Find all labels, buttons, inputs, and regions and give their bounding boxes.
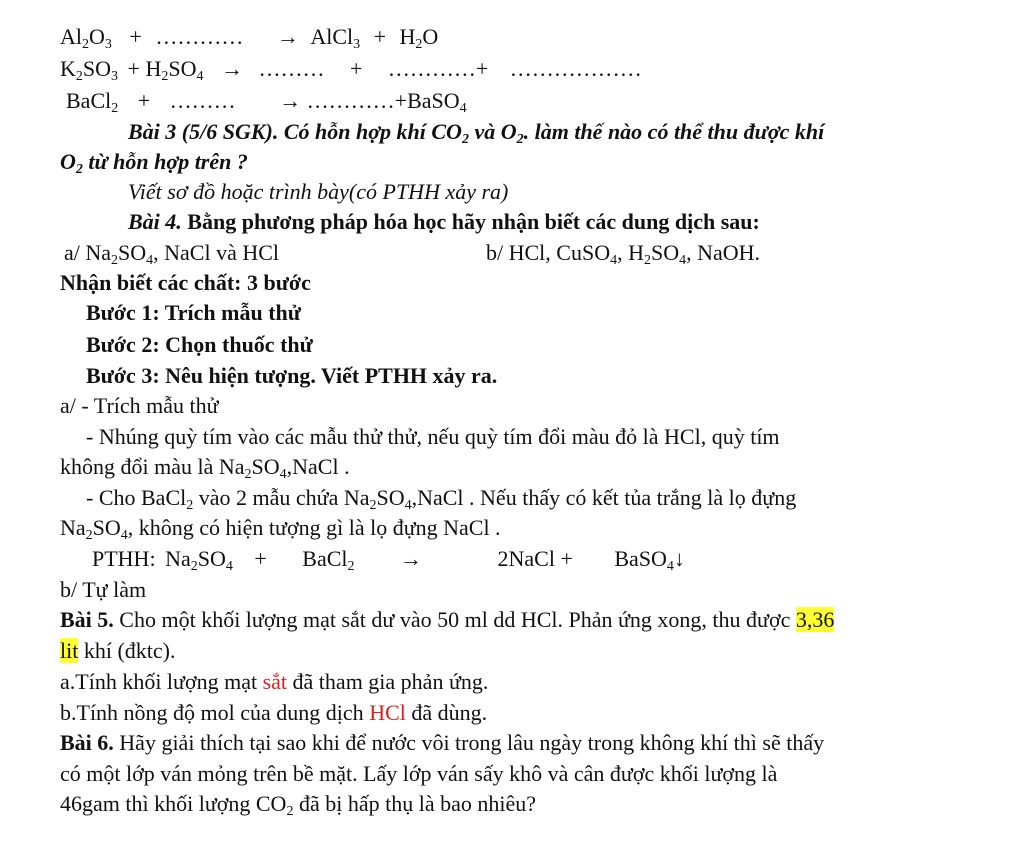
subscript: 4 [679, 253, 687, 268]
formula: BaCl [302, 546, 348, 571]
pthh-equation [92, 544, 685, 574]
formula: Al [60, 24, 82, 49]
text: a/ Na [64, 240, 112, 265]
equation-3 [66, 86, 467, 116]
subscript: 2 [347, 559, 355, 574]
bai6-line-2: có một lớp ván mỏng trên bề mặt. Lấy lớp ván sấy khô và cân được khối lượng là [60, 761, 778, 786]
subscript: 4 [666, 559, 674, 574]
subscript: 2 [516, 132, 524, 147]
text: , H [617, 240, 644, 265]
text: SO [376, 485, 405, 510]
subscript: 2 [286, 804, 294, 819]
bai5-part-a [60, 667, 488, 697]
subscript: 2 [369, 498, 377, 513]
bai3-title [128, 117, 824, 147]
step-2: Bước 2: Chọn thuốc thử [86, 332, 313, 357]
blank: ……… [169, 88, 236, 113]
arrow: → [220, 56, 243, 81]
formula: 2NaCl + [497, 546, 573, 571]
text: - Cho BaCl [86, 485, 187, 510]
text: , NaOH. [686, 240, 761, 265]
subscript: 2 [82, 37, 89, 52]
solution-a-line-1: a/ - Trích mẫu thử [60, 393, 219, 418]
subscript: 4 [610, 253, 618, 268]
formula: H [399, 24, 416, 49]
text: Bài 3 (5/6 SGK). Có hỗn hợp khí CO [128, 119, 462, 144]
subscript: 4 [120, 528, 128, 543]
formula: O [422, 24, 439, 49]
formula: Na [165, 546, 191, 571]
text: từ hỗn hợp trên ? [82, 149, 248, 174]
text: Na [60, 515, 86, 540]
plus-sign: + [137, 88, 151, 113]
arrow: → [400, 546, 422, 571]
highlighted-unit: lit [60, 638, 79, 663]
text: ,NaCl . Nếu thấy có kết tủa trắng là lọ đựng [411, 485, 797, 510]
subscript: 4 [196, 69, 204, 84]
blank: ………… [155, 24, 244, 49]
subscript: 2 [85, 528, 93, 543]
text: b/ HCl, CuSO [486, 240, 611, 265]
arrow: → [276, 24, 299, 49]
arrow: → [279, 88, 302, 113]
formula: BaCl [66, 88, 112, 113]
bai5-part-b [60, 698, 487, 728]
text: Cho một khối lượng mạt sắt dư vào 50 ml dd HCl. Phản ứng xong, thu được [113, 607, 796, 632]
exercise-label: Bài 4. [128, 209, 182, 234]
bai5-line-1 [60, 605, 834, 635]
subscript: 2 [415, 37, 423, 52]
subscript: 3 [104, 37, 112, 52]
formula: K [60, 56, 76, 81]
solution-a-line-2: - Nhúng quỳ tím vào các mẫu thử thử, nếu quỳ tím đổi màu đỏ là HCl, quỳ tím [86, 424, 780, 449]
formula: BaSO [614, 546, 667, 571]
text: SO [251, 454, 280, 479]
text: b.Tính nồng độ mol của dung dịch [60, 700, 370, 725]
bai4-part-a [64, 238, 279, 268]
text: khí (đktc). [78, 638, 176, 663]
text: đã tham gia phản ứng. [287, 669, 489, 694]
plus-sign: + [254, 546, 267, 571]
subscript: 2 [75, 69, 83, 84]
bai3-hint [128, 177, 508, 207]
blank: …………+ [387, 56, 489, 81]
pthh-label: PTHH: [92, 546, 156, 571]
highlighted-value: 3,36 [795, 607, 835, 632]
text: và O [468, 119, 517, 144]
red-text: sắt [262, 669, 288, 694]
formula: O [89, 24, 105, 49]
formula: SO [197, 546, 226, 571]
text: a.Tính khối lượng mạt [60, 669, 263, 694]
bai6-line-3 [60, 789, 536, 819]
text: SO [118, 240, 147, 265]
plus-sign: + [349, 56, 363, 81]
solution-a-line-4 [86, 483, 796, 513]
step-3: Bước 3: Nêu hiện tượng. Viết PTHH xảy ra. [86, 363, 498, 388]
blank: ……………… [509, 56, 642, 81]
bai4-part-b [486, 238, 760, 268]
text: SO [92, 515, 121, 540]
subscript: 4 [404, 498, 412, 513]
text: O [60, 149, 76, 174]
subscript: 4 [279, 467, 287, 482]
blank: …………+ [306, 88, 408, 113]
subscript: 4 [459, 101, 467, 116]
subscript: 2 [244, 467, 252, 482]
bai5-line-2 [60, 636, 176, 666]
formula: BaSO [407, 88, 460, 113]
subscript: 2 [161, 69, 169, 84]
subscript: 2 [111, 253, 119, 268]
subscript: 2 [75, 162, 83, 177]
exercise-label: Bài 6. [60, 730, 114, 755]
text: SO [650, 240, 680, 265]
subscript: 3 [111, 69, 119, 84]
bai3-title-cont [60, 147, 248, 177]
text: 46gam thì khối lượng CO [60, 791, 287, 816]
equation-2 [60, 54, 642, 84]
equation-1 [60, 22, 438, 52]
subscript: 3 [353, 37, 361, 52]
formula: SO [82, 56, 112, 81]
blank: ……… [258, 56, 325, 81]
text: , NaCl và HCl [153, 240, 280, 265]
subscript: 2 [461, 132, 469, 147]
solution-b: b/ Tự làm [60, 577, 147, 602]
text: Hãy giải thích tại sao khi để nước vôi trong lâu ngày trong không khí thì sẽ thấy [113, 730, 825, 755]
subscript: 4 [146, 253, 154, 268]
bai4-title [128, 207, 760, 237]
text: , không có hiện tượng gì là lọ đựng NaCl . [127, 515, 501, 540]
formula: SO [168, 56, 197, 81]
step-1: Bước 1: Trích mẫu thử [86, 300, 301, 325]
text: Viết sơ đồ hoặc trình bày(có PTHH xảy ra) [128, 179, 509, 204]
solution-a-line-3 [60, 452, 350, 482]
formula: H [145, 56, 162, 81]
subscript: 2 [111, 101, 119, 116]
steps-heading: Nhận biết các chất: 3 bước [60, 270, 311, 295]
solution-a-line-5 [60, 513, 501, 543]
text: Bằng phương pháp hóa học hãy nhận biết các dung dịch sau: [181, 209, 760, 234]
plus-sign: + [129, 24, 142, 49]
plus-sign: + [127, 56, 140, 81]
text: đã dùng. [405, 700, 488, 725]
red-text: HCl [369, 700, 406, 725]
subscript: 2 [186, 498, 194, 513]
subscript: 2 [190, 559, 198, 574]
plus-sign: + [373, 24, 387, 49]
text: vào 2 mẫu chứa Na [193, 485, 370, 510]
text: đã bị hấp thụ là bao nhiêu? [293, 791, 536, 816]
text: ,NaCl . [286, 454, 350, 479]
formula: AlCl [310, 24, 354, 49]
precipitate-arrow-icon: ↓ [673, 546, 685, 571]
subscript: 2 [643, 253, 651, 268]
subscript: 4 [225, 559, 233, 574]
exercise-label: Bài 5. [60, 607, 114, 632]
text: . làm thế nào có thể thu được khí [523, 119, 825, 144]
text: không đổi màu là Na [60, 454, 245, 479]
bai6-line-1 [60, 728, 824, 758]
